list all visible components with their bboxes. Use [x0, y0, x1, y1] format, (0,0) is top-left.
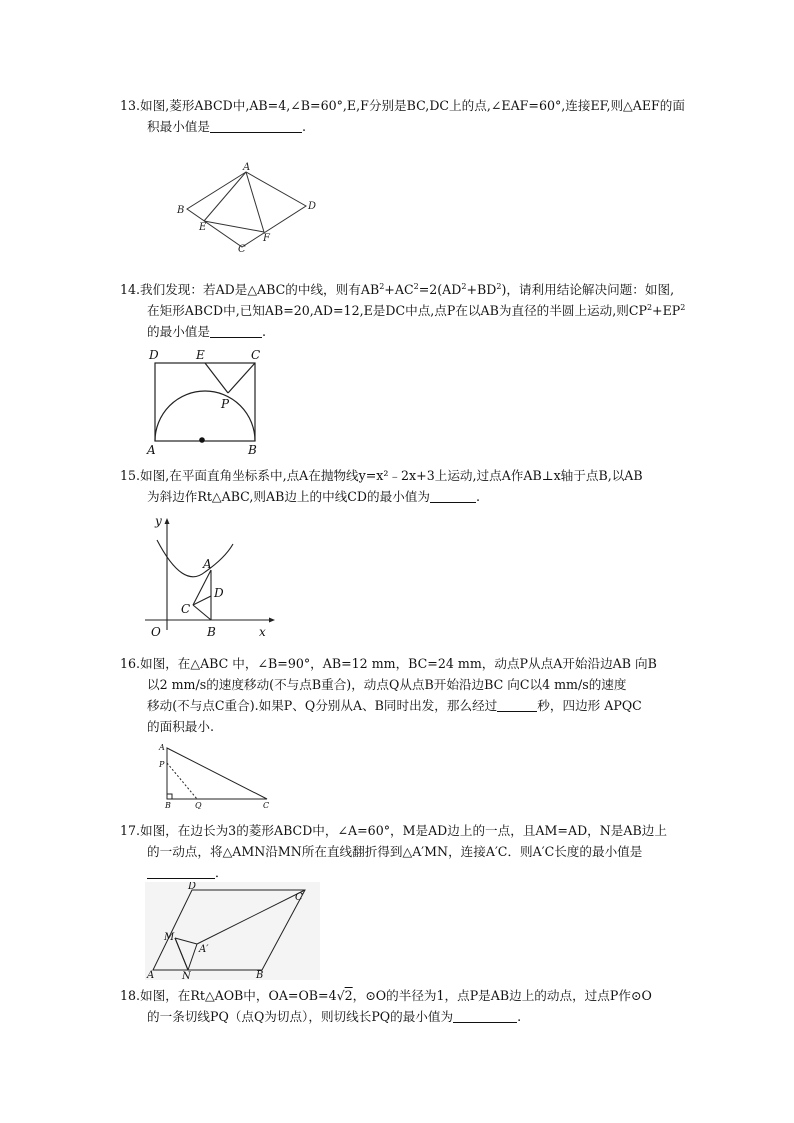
label-a: A [203, 557, 212, 571]
p14-sup-3: 2 [461, 281, 467, 291]
p18-t2: ，⊙O的半径为1，点P是AB边上的动点，过点P作⊙O [352, 988, 652, 1003]
label-q: Q [195, 801, 202, 809]
label-d: D [308, 201, 317, 212]
label-a: A [243, 162, 251, 173]
figure-14-rectangle [145, 345, 270, 457]
problem-17-line-2: 的一动点，将△AMN沿MN所在直线翻折得到△A′MN，连接A′C．则A′C长度的最小值是 [147, 844, 643, 859]
figure-17-rhombus [145, 882, 320, 980]
p14-sup-1: 2 [379, 281, 385, 291]
answer-blank-15[interactable] [430, 488, 476, 503]
label-d: D [149, 348, 159, 362]
label-p: P [159, 760, 165, 769]
figure-15-coordinate-plane [145, 512, 280, 642]
problem-13-text: 积最小值是 [147, 119, 210, 134]
center-dot [199, 437, 205, 443]
label-f: F [263, 233, 270, 244]
answer-blank-16[interactable] [497, 697, 537, 712]
answer-blank-18[interactable] [453, 1008, 517, 1023]
answer-blank-13[interactable] [210, 118, 302, 133]
x-arrow-icon [269, 618, 275, 623]
answer-blank-14[interactable] [210, 323, 262, 338]
label-c: C [181, 602, 191, 616]
problem-14-line-3 [120, 321, 710, 342]
answer-blank-17[interactable] [147, 864, 215, 879]
problem-13 [120, 95, 710, 137]
label-c: C [251, 348, 261, 362]
problem-13-line-2 [120, 116, 710, 137]
rhombus-abcd [187, 172, 306, 247]
segment-cp [228, 363, 255, 393]
label-b: B [207, 625, 216, 639]
p14-t1: 14.我们发现：若AD是△ABC的中线，则有AB [120, 282, 380, 297]
problem-16-line-2: 以2 mm/s的速度移动(不与点B重合)，动点Q从点B开始沿边BC 向C以4 mm/s的速度 [147, 677, 627, 692]
label-c: C [295, 892, 303, 903]
p14-sup-6: 2 [680, 302, 686, 312]
problem-15-line-1: 15.如图,在平面直角坐标系中,点A在抛物线y=x²﹣2x+3上运动,过点A作AB⊥x轴于点B,以AB [120, 468, 643, 483]
p14-t3: =2(AD [418, 282, 462, 297]
label-b: B [256, 970, 264, 980]
p16-t2: 秒，四边形 APQC [537, 698, 642, 713]
problem-13-end: . [301, 119, 306, 134]
p14-t6: 在矩形ABCD中,已知AB=20,AD=12,E是DC中点,点P在以AB为直径的半圆上运动,则CP [147, 303, 647, 318]
right-angle-mark [167, 794, 172, 799]
parabola [157, 540, 233, 577]
label-b: B [165, 801, 171, 809]
semicircle [155, 391, 255, 441]
y-arrow-icon [165, 518, 170, 524]
p16-t1: 移动(不与点C重合).如果P、Q分别从A、B同时出发，那么经过 [147, 698, 498, 713]
p18-t1: 18.如图，在Rt△AOB中，OA=OB=4 [120, 988, 337, 1003]
p18-t3: 的一条切线PQ（点Q为切点），则切线长PQ的最小值为 [147, 1009, 454, 1024]
problem-16 [120, 653, 710, 737]
p14-t8: 的最小值是 [147, 324, 210, 339]
sqrt-symbol: √ [336, 988, 345, 1003]
problem-15-line-2 [120, 486, 710, 507]
label-o: O [151, 625, 161, 639]
label-p: P [221, 397, 230, 411]
label-a: A [147, 970, 155, 980]
problem-18 [120, 985, 710, 1027]
problem-14-line-1 [120, 279, 710, 300]
segment-ae [204, 172, 246, 221]
figure-background [145, 882, 320, 980]
problem-17 [120, 820, 710, 883]
label-c: C [238, 244, 246, 255]
label-c: C [263, 801, 270, 809]
label-m: M [164, 932, 175, 943]
problem-17-line-1: 17.如图，在边长为3的菱形ABCD中，∠A=60°，M是AD边上的一点，且AM=AD，N是AB边上 [120, 823, 667, 838]
p14-t4: +BD [466, 282, 497, 297]
label-a: A [147, 443, 156, 457]
problem-14-line-2 [120, 300, 710, 321]
label-e: E [199, 222, 207, 233]
p18-end: . [517, 1009, 522, 1024]
problem-18-line-1 [120, 985, 710, 1006]
label-a: A [159, 743, 165, 752]
label-b: B [248, 443, 257, 457]
problem-17-line-3 [120, 862, 710, 883]
label-y: y [155, 514, 162, 528]
p14-end: . [261, 324, 266, 339]
label-b: B [177, 205, 185, 216]
problem-14 [120, 279, 710, 342]
sqrt-radicand: 2 [344, 988, 353, 1003]
label-d: D [214, 586, 224, 600]
p17-end: ． [215, 865, 228, 880]
segment-ep [205, 363, 228, 393]
p14-sup-5: 2 [646, 302, 653, 312]
figure-16-triangle [155, 741, 280, 809]
rectangle-abcd [155, 363, 255, 441]
p14-t2: +AC [384, 282, 414, 297]
problem-15 [120, 465, 710, 507]
problem-13-line-1: 13.如图,菱形ABCD中,AB=4,∠B=60°,E,F分别是BC,DC上的点,∠EAF=60°,连接EF,则△AEF的面 [120, 98, 685, 113]
problem-18-line-2 [120, 1006, 710, 1027]
problem-16-line-3 [120, 695, 710, 716]
p15-end: . [476, 489, 481, 504]
p14-t7: +EP [652, 303, 681, 318]
segment-ac [193, 570, 211, 605]
label-a-prime: A′ [199, 944, 209, 955]
figure-13-rhombus [170, 160, 330, 255]
p14-sup-4: 2 [496, 281, 502, 291]
label-x: x [259, 625, 266, 639]
problem-16-line-1: 16.如图，在△ABC 中，∠B=90°，AB=12 mm，BC=24 mm，动点P从点A开始沿边AB 向B [120, 656, 657, 671]
label-d: D [188, 882, 197, 892]
label-n: N [182, 971, 191, 980]
segment-cb [193, 605, 211, 620]
p14-sup-2: 2 [413, 281, 419, 291]
p14-t5: )，请利用结论解决问题：如图, [501, 282, 675, 297]
triangle-abc [167, 748, 267, 799]
label-e: E [196, 348, 205, 362]
p15-t1: 为斜边作Rt△ABC,则AB边上的中线CD的最小值为 [147, 489, 430, 504]
problem-16-line-4: 的面积最小. [147, 719, 214, 734]
